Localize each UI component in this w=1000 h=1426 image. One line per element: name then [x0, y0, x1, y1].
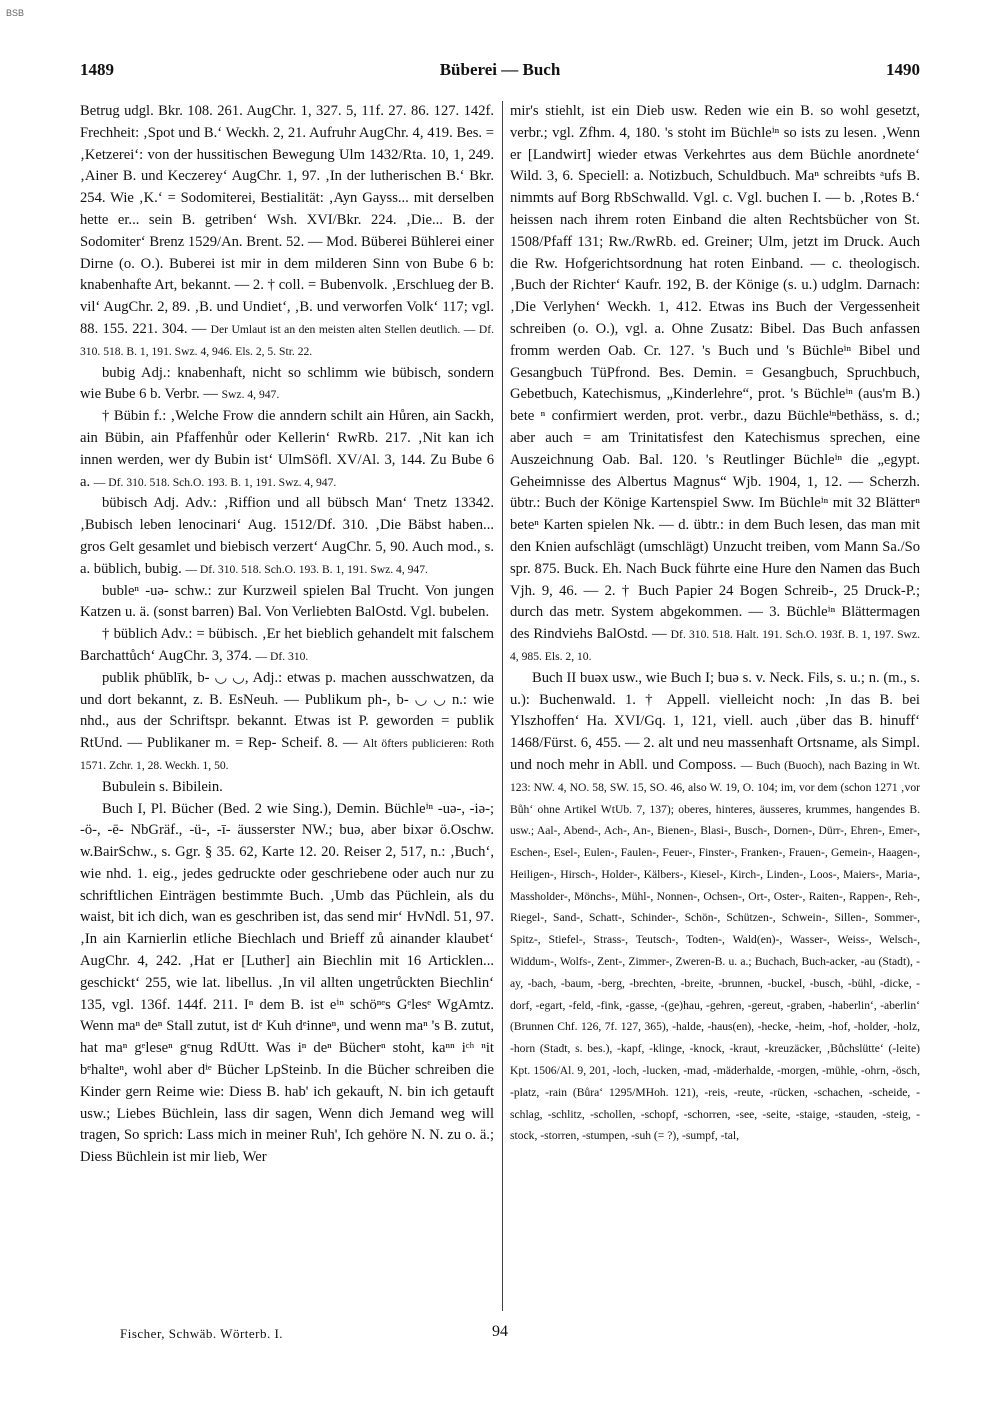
entry-text: † Bübin f.: ‚Welche Frow die anndern schilt ain Hůren, ain Sackh, ain Bübin, ain Pfaffenhůr oder Kellerin‘ RwRb. 217. ‚Nit kan ich innen werden, wer dy Bubin ist‘ UlmSöfl. XV/Al. 3, 144. Zu Bube 6 a. [80, 408, 494, 490]
right-column [510, 101, 920, 1321]
entry-publik [80, 668, 494, 777]
footer-credit: Fischer, Schwäb. Wörterb. I. [120, 1326, 284, 1341]
entry-footnote: Df. 310. 518. Halt. 191. Sch.O. 193f. B. 1, 197. Swz. 4, 985. Els. 2, 10. [510, 628, 920, 663]
column-divider [502, 101, 503, 1311]
entry-text: publik phūblīk, b- ◡ ◡, Adj.: etwas p. machen ausschwatzen, da und dort bekannt, z. B. EsNeuh. — Publikum ph-, b- ◡ ◡ n.: wie nhd., aus der Schriftspr. bekannt. Etwas ist P. geworden = publik RtUnd. — Publikaner m. = Rep- Scheif. 8. — [80, 669, 494, 752]
entry-text: mir's stiehlt, ist ein Dieb usw. Reden wie ein B. so wohl gesetzt, verbr.; vgl. Zfhm. 4, 180. 's stoht im Büchleⁱⁿ so ists zu lesen. ‚Wenn er [Landwirt] wieder etwas Verkehrtes aus dem Büchle anordnete‘ Wild. 3, 6. Speciell: a. Notizbuch, Schuldbuch. Maⁿ schreibts ᵃufs B. nimmts auf Borg RbSchwalld. Vgl. c. Vgl. buchen I. — b. ‚Rotes B.‘ heissen nach ihrem roten Einband die alten Rechtsbücher von St. 1508/Pfaff 131; Rw./RwRb. ed. Greiner; Ulm, jetzt im Druck. Auch die Rw. Hofgerichtsordnung hat roten Einband. — c. theologisch. ‚Buch der Richter‘ Kaufr. 192, B. der Könige (s. u.) udglm. Darnach: ‚Die Verlyhen‘ Weckh. 1, 412. Etwas ins Buch der Vergessenheit schreiben (o. O.), vgl. a. Ohne Zusatz: Bibel. Das Buch anfassen fromm werden Oab. Cr. 127. 's Buch und 's Büchleⁱⁿ Bibel und Gesangbuch TüPfrond. Bes. Demin. = Gesangbuch, Spruchbuch, Gebetbuch, Katechismus, „Kinderlehre“, prot. 's Büchleⁱⁿ (aus'm B.) bete ⁿ confirmiert werden, prot. verbr., dazu Büchleⁱⁿbethäss, s. d.; aber auch = am Trinitatisfest den Katechismus sprechen, eine Auszeichnung Oab. Bal. 120. 's Reutlinger Büchleⁱⁿ die „egypt. Geheimnisse des Albertus Magnus“ Wjb. 1904, 1, 12. — Scherzh. übtr.: Buch der Könige Kartenspiel Sww. Im Büchleⁱⁿ mit 32 Blätterⁿ beteⁿ Karten spielen Nk. — d. übtr.: in dem Buch lesen, das man mit den Knien aufschlägt (umschlägt) Unzucht treiben, vom Mann Sa./So spr. 875. Buck. Eh. Nach Buck führte eine Hure den Namen das Buch Vjh. 9, 46. — 2. † Buch Papier 24 Bogen Schreib-, 25 Druck-P.; durch das metr. System abgekommen. — 3. Büchleⁱⁿ Blättermagen des Rindviehs BalOstd. — [510, 103, 920, 643]
entry-text: † büblich Adv.: = bübisch. ‚Er het bieblich gehandelt mit falschem Barchattůch‘ AugChr. 3, 374. [80, 626, 494, 664]
entry-footnote: — Df. 310. 518. Sch.O. 193. B. 1, 191. Swz. 4, 947. [185, 562, 428, 576]
page-header [80, 60, 920, 88]
entry-footnote: Der Umlaut ist an den meisten alten Stellen deutlich. — Df. 310. 518. B. 1, 191. Swz. 4, 946. Els. 2, 5. Str. 22. [80, 322, 494, 358]
running-title: Büberei — Buch [439, 60, 561, 79]
page-number-left: 1489 [80, 60, 114, 79]
entry-text: bübisch Adj. Adv.: ‚Riffion und all bübsch Man‘ Tnetz 13342. ‚Bubisch leben lenocinari‘ Aug. 1512/Df. 310. ‚Die Bäbst haben... gros Gelt gesamlet und biebisch verzert‘ AugChr. 5, 90. Auch mod., s. a. büblich, bubig. [80, 495, 494, 577]
entry-buch-1-cont [510, 101, 920, 668]
entry-footnote: Swz. 4, 947. [221, 388, 280, 402]
entry-text: Bubulein s. Bibilein. [102, 778, 223, 795]
entry-buch-2 [510, 668, 920, 1148]
entry-footnote: Alt öfters publicieren: Roth 1571. Zchr. 1, 28. Weckh. 1, 50. [80, 737, 494, 772]
entry-text: Buch I, Pl. Bücher (Bed. 2 wie Sing.), Demin. Büchleⁱⁿ -uə-, -iə-; -ö-, -ē- NbGräf., -ü-, -ī- äusserster NW.; buə, aber bixər ö.Oschw. w.BairSchw., s. Ggr. § 35. 62, Karte 12. 20. Reiser 2, 517, n.: ‚Buch‘, wie nhd. 1. eig., jedes gedruckte oder geschriebene oder auch nur zu schriftlichen Einträgen bestimmte Buch. ‚Umb das Püchlein, als du waist, bit ich dich, wan es geschriben ist, das send mir‘ HvNdl. 51, 97. ‚In ain Karnierlin etliche Biechlach und Brieff zů ainander klaubet‘ AugChr. 4, 242. ‚Hat er [Luther] ain Biechlin mit 16 Articklen... geschickt‘ 255, wie lat. libellus. ‚In vil allten ungetrůckten Biechlin‘ 135, vgl. 136f. 144f. 211. Iⁿ dem B. ist eⁱⁿ schöⁿᵉs Gᵉlesᵉ WgAmtz. Wenn maⁿ deⁿ Stall zutut, ist dᵉ Kuh dᵉinneⁿ, und wenn maⁿ 's B. zutut, hat maⁿ gᵉleseⁿ gᵉnug RdUtt. Was iⁿ deⁿ Bücherⁿ stoht, kaⁿⁿ iᶜʰ ⁿit bᵉhalteⁿ, wohl aber dⁱᵉ Bücher LpSteinb. In die Bücher schreiben die Kinder gern Reime wie: Diess B. hab' ich gekauft, N. bin ich getauft usw.; Liebes Büchlein, lass dir sagen, Wenn dich Jemand weg will tragen, So sprich: Lass mich in meiner Ruh', Ich gehöre N. N. zu o. ä.; Diess Büchlein ist mir lieb, Wer [80, 800, 494, 1166]
entry-text: Betrug udgl. Bkr. 108. 261. AugChr. 1, 327. 5, 11f. 27. 86. 127. 142f. Frechheit: ‚Spot und B.‘ Weckh. 2, 21. Aufruhr AugChr. 4, 419. Bes. = ‚Ketzerei‘: von der hussitischen Bewegung Ulm 1432/Rta. 10, 1, 249. ‚Ainer B. und Keczerey‘ AugChr. 1, 97. ‚In der lutherischen B.‘ Bkr. 254. Wie ‚K.‘ = Sodomiterei, Bestialität: ‚Ayn Gayss... mit derselben hette er... sein B. getriben‘ Wsh. XVI/Bkr. 224. ‚Die... B. der Sodomiter‘ Brenz 1529/An. Brent. 52. — Mod. Büberei Bühlerei einer Dirne (o. O.). Buberei ist mir in dem milderen Sinn von Bube 6 b: knabenhafte Art, bekannt. — 2. † coll. = Bubenvolk. ‚Erschlueg der B. vil‘ AugChr. 2, 89. ‚B. und Undiet‘, ‚B. und verworfen Volk‘ 117; vgl. 88. 155. 221. 304. — [80, 103, 494, 337]
sheet-number: 94 [492, 1323, 508, 1340]
entry-footnote: — Df. 310. 518. Sch.O. 193. B. 1, 191. Swz. 4, 947. [93, 475, 337, 489]
page-footer [80, 1323, 920, 1348]
entry-bueblich [80, 624, 494, 668]
entry-footnote: — Buch (Buoch), nach Bazing in Wt. 123: NW. 4, NO. 58, SW. 15, SO. 46, also W. 19, O. 104; im, vor dem (schon 1271 ‚vor Bůh‘ ohne Artikel WtUb. 7, 137); oberes, hinteres, äusseres, krummes, hangendes B. usw.; Aal-, Abend-, Ach-, An-, Bienen-, Blasi-, Busch-, Dornen-, Dürr-, Ehren-, Emer-, Eschen-, Esel-, Eulen-, Faulen-, Feuer-, Finster-, Franken-, Frauen-, Gemein-, Haagen-, Heiligen-, Hirsch-, Holder-, Kälbers-, Kiesel-, Kirch-, Linden-, Loos-, Maiers-, Maria-, Massholder-, Mönchs-, Mühl-, Nonnen-, Ochsen-, Ort-, Oster-, Raiten-, Rappen-, Reh-, Riegel-, Sand-, Schatt-, Schinder-, Schön-, Schützen-, Schwein-, Sillen-, Sommer-, Spitz-, Stiefel-, Strass-, Teutsch-, Todten-, Wald(en)-, Wasser-, Weiss-, Welsch-, Widdum-, Wolfs-, Zent-, Zimmer-, Zweren-B. u. a.; Buchach, Buch-acker, -au (Stadt), -ay, -bach, -baum, -berg, -brechten, -breite, -brunnen, -buckel, -busch, -bühl, -dicke, -dorf, -egart, -feld, -fink, -gasse, -(ge)hau, -gehren, -gereut, -graben, -haberlin‘, -aberlin‘ (Brunnen Chf. 126, 7f. 127, 365), -halde, -haus(en), -hecke, -heim, -hof, -holder, -holz, -horn (Stadt, s. bes.), -kapf, -klinge, -knock, -kraut, -kreuzäcker, ‚Bůchslütte‘ (-leite) Kpt. 1506/Al. 9, 201, -loch, -lucken, -mad, -mäderhalde, -morgen, -mühle, -ohrn, -ösch, -platz, -rain (Bůra‘ 1295/MHoh. 121), -reis, -reute, -rücken, -schachen, -scheide, -schlag, -schlitz, -schollen, -schopf, -schorren, -see, -seite, -staige, -stauden, -steig, -stock, -storren, -stumpen, -suh (= ?), -sumpf, -tal, [510, 758, 920, 1143]
entry-bubulein [80, 777, 494, 799]
library-mark: BSB [6, 8, 25, 18]
entry-text: Buch II buəx usw., wie Buch I; buə s. v. Neck. Fils, s. u.; n. (m., s. u.): Buchenwald. 1. † Appell. vielleicht noch: ‚In das B. bei Ylszhoffen‘ Ha. XVI/Gq. 1, 121, viell. auch ‚über das B. hinuff‘ 1468/Fürst. 6, 455. — 2. alt und neu massenhaft Ortsname, als Simpl. und noch mehr in Abll. und Composs. [510, 669, 920, 773]
page-number-right: 1490 [886, 60, 920, 79]
entry-buebisch [80, 493, 494, 580]
entry-text: bubleⁿ -uə- schw.: zur Kurzweil spielen Bal Trucht. Von jungen Katzen u. ä. (sonst barren) Bal. Von Verliebten BalOstd. Vgl. bubelen. [80, 582, 494, 621]
entry-bueberei-cont [80, 101, 494, 363]
entry-buch-1 [80, 799, 494, 1170]
entry-bubig [80, 363, 494, 407]
entry-footnote: — Df. 310. [255, 649, 309, 663]
entry-buebin [80, 406, 494, 493]
entry-bublen [80, 581, 494, 625]
entry-text: bubig Adj.: knabenhaft, nicht so schlimm wie bübisch, sondern wie Bube 6 b. Verbr. — [80, 364, 494, 403]
left-column [80, 101, 494, 1321]
